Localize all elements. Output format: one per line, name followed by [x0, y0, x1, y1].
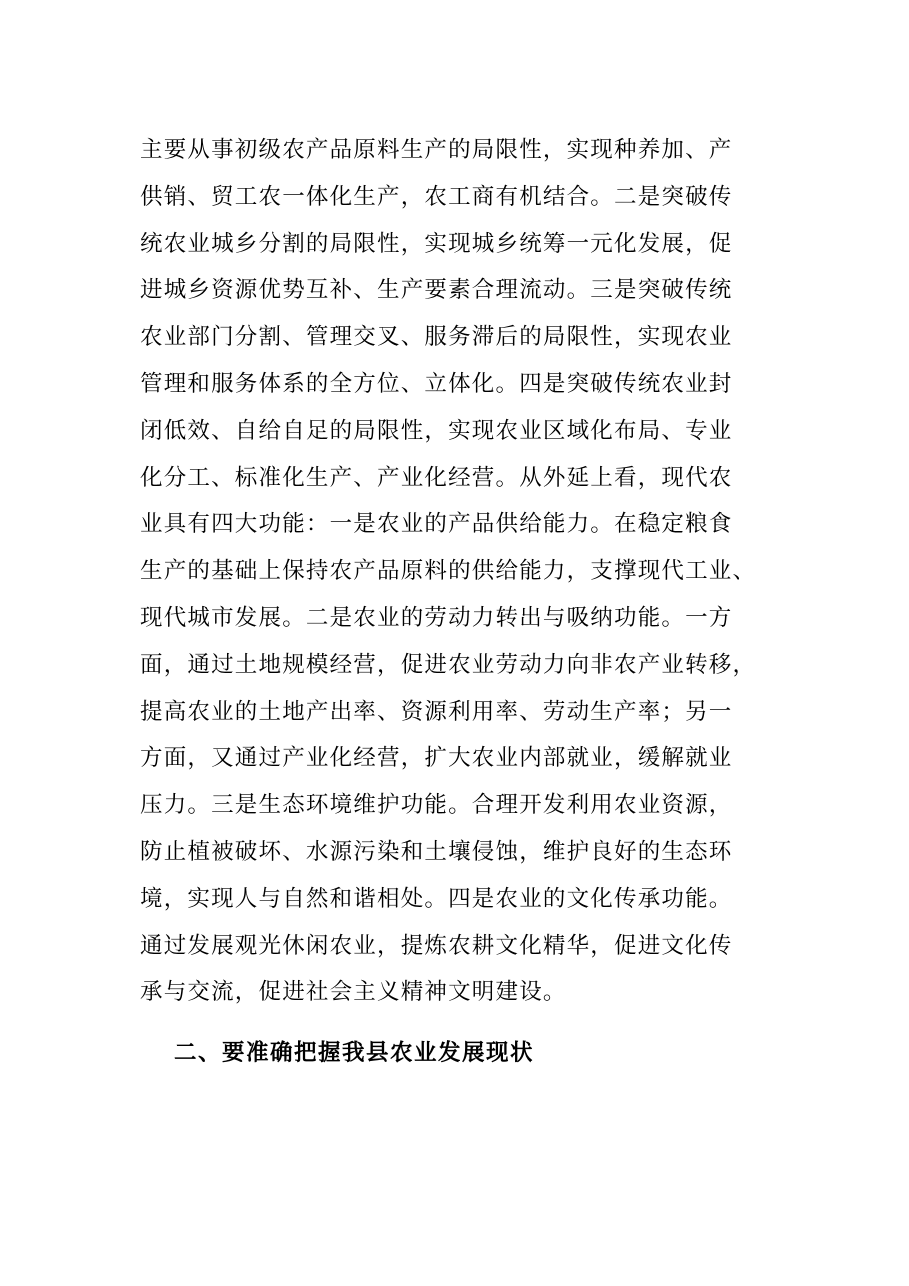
text-line: 压力。三是生态环境维护功能。合理开发利用农业资源， [140, 792, 733, 819]
text-line: 通过发展观光休闲农业，提炼农耕文化精华，促进文化传 [140, 932, 733, 959]
section-heading: 二、要准确把握我县农业发展现状 [174, 1040, 535, 1066]
text-line: 现代城市发展。二是农业的劳动力转出与吸纳功能。一方 [140, 604, 733, 631]
text-line: 面，通过土地规模经营，促进农业劳动力向非农产业转移， [140, 651, 757, 678]
text-line: 化分工、标准化生产、产业化经营。从外延上看，现代农 [140, 464, 733, 491]
text-line: 进城乡资源优势互补、生产要素合理流动。三是突破传统 [140, 277, 733, 304]
text-line: 方面，又通过产业化经营，扩大农业内部就业，缓解就业 [140, 745, 733, 772]
text-line: 承与交流，促进社会主义精神文明建设。 [140, 979, 567, 1006]
body-paragraph [140, 127, 780, 1016]
text-line: 供销、贸工农一体化生产，农工商有机结合。二是突破传 [140, 183, 733, 210]
text-line: 管理和服务体系的全方位、立体化。四是突破传统农业封 [140, 370, 733, 397]
text-line: 业具有四大功能：一是农业的产品供给能力。在稳定粮食 [140, 511, 733, 538]
text-line: 主要从事初级农产品原料生产的局限性，实现种养加、产 [140, 137, 733, 163]
text-line: 防止植被破坏、水源污染和土壤侵蚀，维护良好的生态环 [140, 838, 733, 865]
text-line: 闭低效、自给自足的局限性，实现农业区域化布局、专业 [140, 417, 733, 444]
text-line: 生产的基础上保持农产品原料的供给能力，支撑现代工业、 [140, 558, 757, 585]
text-line: 农业部门分割、管理交叉、服务滞后的局限性，实现农业 [140, 324, 733, 351]
text-line: 提高农业的土地产出率、资源利用率、劳动生产率；另一 [140, 698, 733, 725]
text-line: 境，实现人与自然和谐相处。四是农业的文化传承功能。 [140, 885, 733, 912]
text-line: 统农业城乡分割的局限性，实现城乡统筹一元化发展，促 [140, 230, 733, 257]
